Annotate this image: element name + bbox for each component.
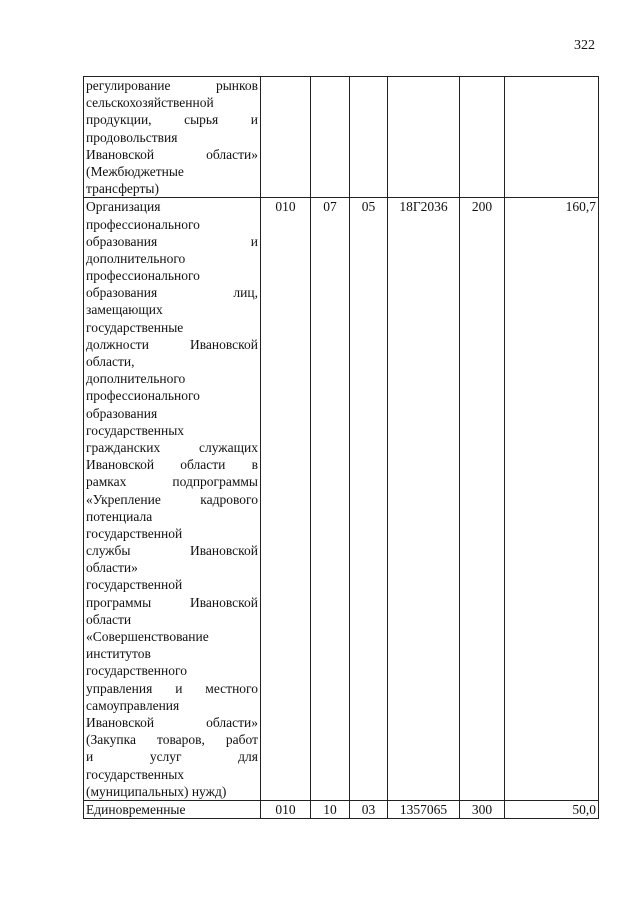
expense-name-line: государственного [86,663,187,679]
expense-name-line: службы Ивановской [86,543,258,559]
expense-name-line: замещающих [86,302,163,318]
expense-name-line: профессионального [86,388,200,404]
subsection-code-cell [350,77,388,198]
section-code-cell [311,77,350,198]
expense-name-line: образования [86,405,158,421]
expense-name-line: государственных [86,766,185,782]
expense-name-line: дополнительного [86,371,186,387]
expense-name-line: профессионального [86,216,200,232]
expense-name-line: программы Ивановской [86,594,258,610]
section-code-cell: 07 [311,198,350,801]
expense-name-line: области [86,611,132,627]
expense-name-line: и услуг для [86,749,258,765]
table-row [84,77,599,198]
expense-name-line: области» [86,560,138,576]
expense-name-line: институтов [86,646,151,662]
expense-name-line: гражданских служащих [86,439,258,455]
section-code-cell: 10 [311,800,350,818]
glav-code-cell: 010 [261,800,311,818]
expense-name-line: продовольствия [86,129,178,145]
expense-name-line: государственные [86,319,184,335]
expense-name-line: профессионального [86,268,200,284]
expense-name-line: области, [86,354,135,369]
expense-name-line: образования и [86,233,258,249]
expense-type-cell: 200 [460,198,505,801]
expense-name-line: рамках подпрограммы [86,474,258,490]
expense-name-line: самоуправления [86,697,180,713]
expense-name-line: Организация [86,199,161,215]
expense-name-line: (муниципальных) нужд) [86,783,227,799]
expense-name-line: сельскохозяйственной [86,95,214,111]
expense-name-line: Ивановской области» [86,714,258,730]
expense-name-line: государственной [86,525,183,541]
expense-name-cell [84,800,261,818]
subsection-code-cell: 05 [350,198,388,801]
expense-name-line: потенциала [86,508,153,524]
glav-code-cell [261,77,311,198]
expense-name-line: (Закупка товаров, работ [86,732,258,748]
expense-name-line: Ивановской области» [86,146,258,162]
amount-cell: 50,0 [505,800,599,818]
expense-name-line: «Совершенствование [86,629,209,644]
expense-name-line: Ивановской области в [86,457,258,473]
amount-cell [505,77,599,198]
expense-name-line: управления и местного [86,680,258,696]
expense-name-line: государственной [86,577,183,593]
expense-name-line: продукции, сырья и [86,112,258,128]
target-article-cell: 1357065 [388,800,460,818]
budget-table [83,76,599,819]
subsection-code-cell: 03 [350,800,388,818]
expense-name-cell [84,198,261,801]
amount-cell: 160,7 [505,198,599,801]
expense-type-cell [460,77,505,198]
target-article-cell: 18Г2036 [388,198,460,801]
expense-name-line: Единовременные [86,801,186,817]
page-number: 322 [574,38,595,53]
table-row [84,198,599,801]
target-article-cell [388,77,460,198]
table-row [84,800,599,818]
expense-name-line: (Межбюджетные [86,163,184,179]
expense-name-line: трансферты) [86,181,159,197]
expense-name-line: дополнительного [86,250,186,266]
glav-code-cell: 010 [261,198,311,801]
expense-name-cell [84,77,261,198]
expense-name-line: должности Ивановской [86,336,258,352]
expense-type-cell: 300 [460,800,505,818]
expense-name-line: государственных [86,422,185,438]
expense-name-line: «Укрепление кадрового [86,491,258,507]
expense-name-line: регулирование рынков [86,78,258,93]
expense-name-line: образования лиц, [86,285,258,301]
